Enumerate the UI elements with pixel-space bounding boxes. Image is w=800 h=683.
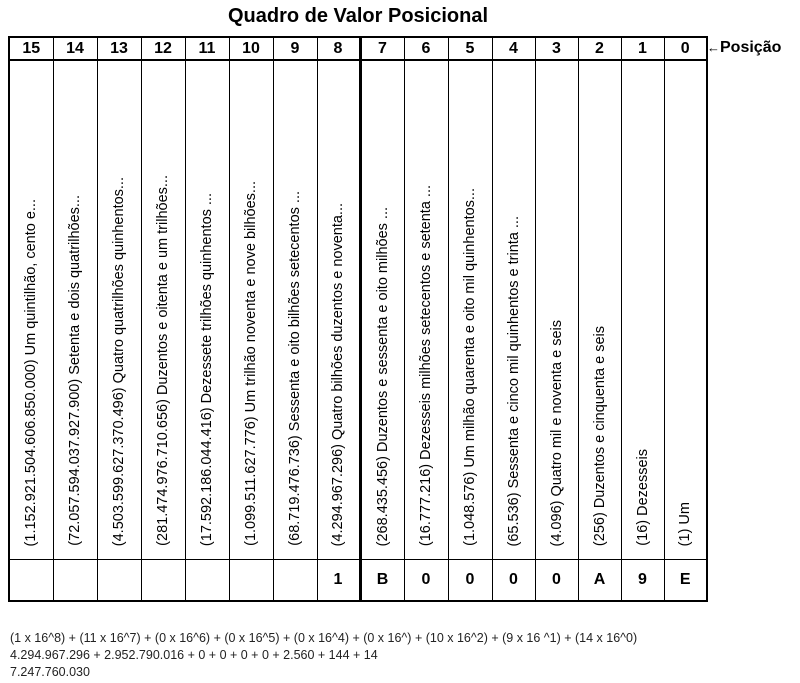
position-number: 2 (578, 37, 621, 60)
place-value-text: (1.048.576) Um milhão quarenta e oito mil quinhentos... (462, 188, 478, 546)
place-value-cell (97, 60, 141, 560)
digit-cell: 1 (317, 560, 360, 602)
place-value-text: (1) Um (677, 501, 694, 546)
digit-row (9, 560, 707, 602)
place-value-text: (4.096) Quatro mil e noventa e seis (548, 319, 565, 546)
place-value-cell (273, 60, 317, 560)
place-value-cell (535, 60, 578, 560)
page-title: Quadro de Valor Posicional (227, 5, 489, 27)
place-value-cell (621, 60, 664, 560)
digit-cell (229, 560, 273, 602)
place-value-text: (4.503.599.627.370.496) Quatro quatrilhões quinhentos... (111, 176, 127, 546)
position-number: 10 (229, 37, 273, 60)
digit-cell (273, 560, 317, 602)
position-number: 8 (317, 37, 360, 60)
position-number: 9 (273, 37, 317, 60)
position-label-text: Posição (720, 39, 782, 56)
digit-cell: 0 (492, 560, 535, 602)
place-value-cell (317, 60, 360, 560)
calculation (10, 630, 637, 681)
place-value-text: (65.536) Sessenta e cinco mil quinhentos e trinta ... (505, 215, 522, 546)
formula-line: (1 x 16^8) + (11 x 16^7) + (0 x 16^6) + (0 x 16^5) + (0 x 16^4) + (0 x 16^) + (10 x 16^2) + (9 x 16 ^1) + (14 x 16^0) (10, 631, 638, 645)
position-number: 1 (621, 37, 664, 60)
place-value-cell (448, 60, 492, 560)
position-number: 3 (535, 37, 578, 60)
result-line: 7.247.760.030 (10, 665, 90, 679)
position-number: 13 (97, 37, 141, 60)
place-value-cell (229, 60, 273, 560)
place-value-cell (141, 60, 185, 560)
place-value-table (8, 36, 708, 602)
place-value-cell (185, 60, 229, 560)
place-value-cell (53, 60, 97, 560)
digit-cell (53, 560, 97, 602)
place-value-cell (492, 60, 535, 560)
position-label (707, 37, 781, 59)
place-value-cell (9, 60, 53, 560)
place-value-text: (4.294.967.296) Quatro bilhões duzentos e noventa... (330, 202, 346, 546)
digit-cell: 9 (621, 560, 664, 602)
digit-cell (141, 560, 185, 602)
position-number: 7 (360, 37, 404, 60)
place-value-text: (16) Dezesseis (634, 449, 651, 546)
digit-cell: E (664, 560, 707, 602)
position-number: 15 (9, 37, 53, 60)
place-value-row (9, 60, 707, 560)
digit-cell (185, 560, 229, 602)
digit-cell: 0 (404, 560, 448, 602)
position-number: 5 (448, 37, 492, 60)
place-value-text: (68.719.476.736) Sessenta e oito bilhões setecentos ... (287, 191, 303, 546)
digit-cell (9, 560, 53, 602)
place-value-text: (256) Duzentos e cinquenta e seis (591, 325, 608, 546)
digit-cell: B (360, 560, 404, 602)
position-number: 6 (404, 37, 448, 60)
position-number: 14 (53, 37, 97, 60)
digit-cell: 0 (535, 560, 578, 602)
digit-cell (97, 560, 141, 602)
position-header-row (9, 37, 707, 60)
place-value-text: (72.057.594.037.927.900) Setenta e dois quatrilhões... (67, 195, 83, 546)
position-number: 4 (492, 37, 535, 60)
place-value-cell (404, 60, 448, 560)
left-arrow-icon: ← (707, 40, 720, 55)
place-value-text: (1.099.511.627.776) Um trilhão noventa e nove bilhões... (243, 181, 259, 546)
place-value-cell (360, 60, 404, 560)
place-value-cell (664, 60, 707, 560)
position-number: 11 (185, 37, 229, 60)
place-value-text: (17.592.186.044.416) Dezessete trilhões quinhentos ... (199, 192, 215, 546)
position-number: 12 (141, 37, 185, 60)
digit-cell: A (578, 560, 621, 602)
place-value-text: (268.435.456) Duzentos e sessenta e oito milhões ... (374, 206, 391, 546)
place-value-text: (16.777.216) Dezesseis milhões setecentos e setenta ... (418, 184, 434, 546)
position-number: 0 (664, 37, 707, 60)
sum-line: 4.294.967.296 + 2.952.790.016 + 0 + 0 + 0 + 0 + 2.560 + 144 + 14 (10, 648, 378, 662)
place-value-cell (578, 60, 621, 560)
place-value-text: (281.474.976.710.656) Duzentos e oitenta e um trilhões... (155, 175, 171, 546)
place-value-text: (1.152.921.504.606.850.000) Um quintilhão, cento e... (23, 198, 40, 546)
digit-cell: 0 (448, 560, 492, 602)
